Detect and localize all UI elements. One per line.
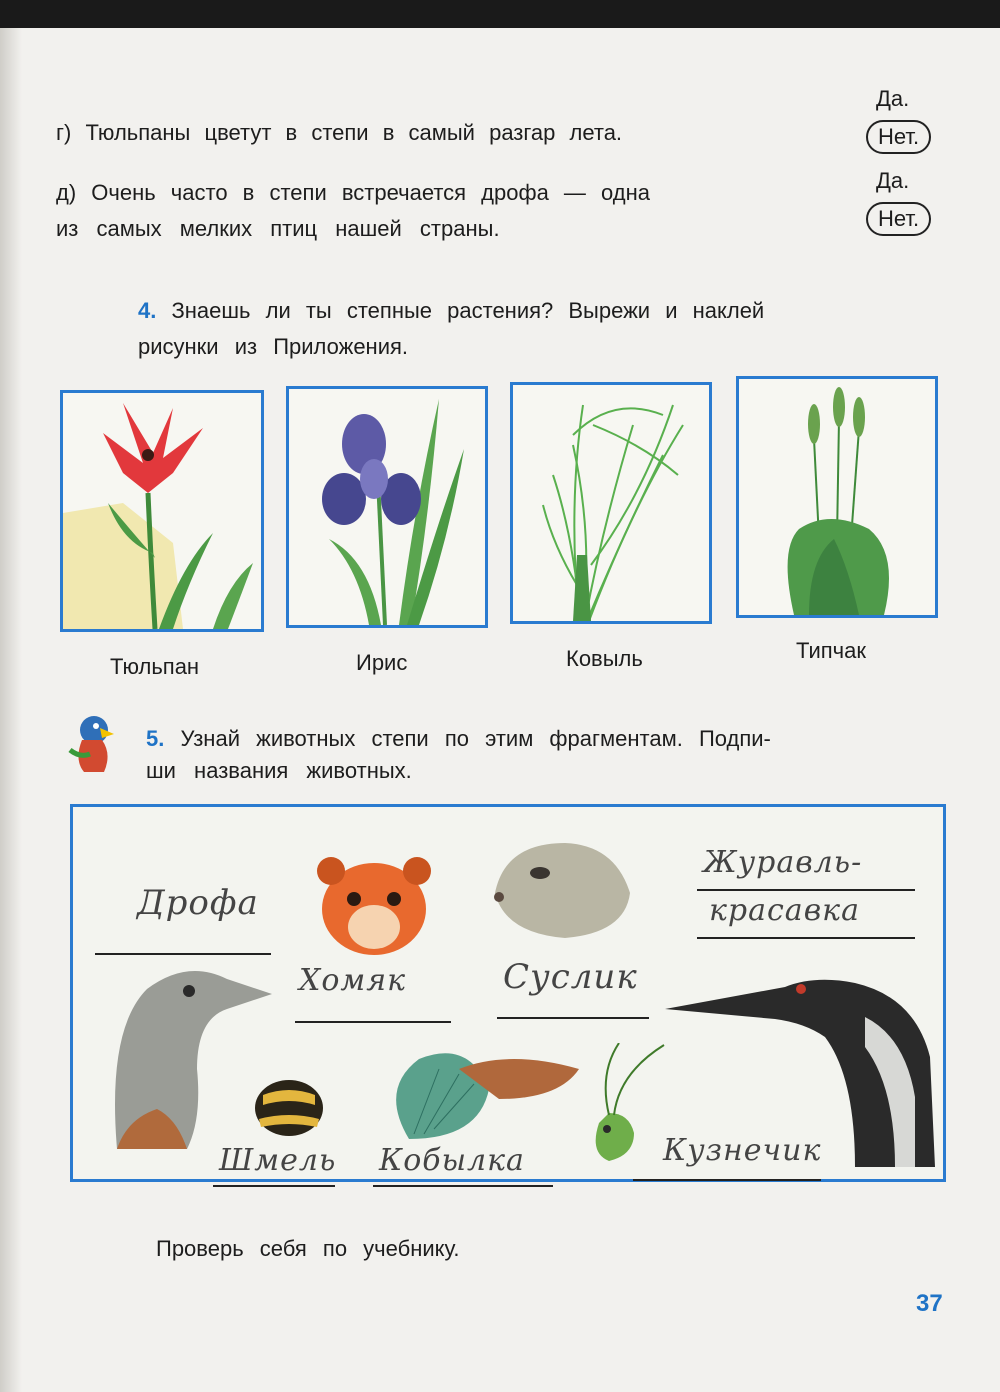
grasshopper-wing-illustration — [379, 1029, 589, 1149]
task4-line1 — [138, 298, 764, 324]
statement-d-line1: д) Очень часто в степи встречается дрофа — одна — [56, 180, 651, 205]
statement-d-yes[interactable]: Да. — [876, 168, 910, 193]
statement-g-yes[interactable]: Да. — [876, 86, 910, 111]
answer-line-shmel — [213, 1185, 335, 1187]
plant-label-iris: Ирис — [356, 650, 408, 675]
answer-line-suslik — [497, 1017, 649, 1019]
task4-line2: рисунки из Приложения. — [138, 334, 409, 359]
plant-card-tipchak — [736, 376, 938, 618]
answer-line-kobylka — [373, 1185, 553, 1187]
task4-number: 4. — [138, 298, 157, 323]
page-number: 37 — [916, 1290, 943, 1317]
answer-line-crane-1 — [697, 889, 915, 891]
feather-grass-illustration — [513, 385, 709, 621]
statement-d-line2: из самых мелких птиц нашей страны. — [56, 216, 500, 241]
plant-card-tulip — [60, 390, 264, 632]
answer-line-kuznechik — [633, 1179, 821, 1181]
task4-text: Знаешь ли ты степные растения? Вырежи и наклей — [171, 298, 765, 323]
plant-label-tulip: Тюльпан — [110, 654, 200, 679]
answer-line-drofa — [95, 953, 271, 955]
answer-crane-line2[interactable]: красавка — [709, 893, 860, 928]
plant-card-kovyl — [510, 382, 712, 624]
katydid-illustration — [579, 1043, 669, 1163]
parrot-mascot-icon — [64, 710, 124, 778]
task5-line2: ши названия животных. — [146, 758, 412, 783]
answer-shmel[interactable]: Шмель — [219, 1143, 337, 1178]
plant-card-iris — [286, 386, 488, 628]
answer-line-crane-2 — [697, 937, 915, 939]
page-spine-shadow — [0, 28, 22, 1392]
tulip-illustration — [63, 393, 261, 629]
answer-kuznechik[interactable]: Кузнечик — [663, 1133, 822, 1168]
answer-line-khomyak — [295, 1021, 451, 1023]
answer-khomyak[interactable]: Хомяк — [299, 963, 407, 998]
statement-d-no-circled[interactable]: Нет. — [866, 202, 931, 236]
animals-fragments-frame — [70, 804, 946, 1182]
task5-text: Узнай животных степи по этим фрагментам. Подпи- — [180, 726, 771, 751]
bumblebee-illustration — [249, 1075, 329, 1141]
statement-g-no-circled[interactable]: Нет. — [866, 120, 931, 154]
statement-g: г) Тюльпаны цветут в степи в самый разгар лета. — [56, 120, 623, 145]
answer-crane-line1[interactable]: Журавль- — [703, 845, 863, 880]
fescue-illustration — [739, 379, 935, 615]
answer-suslik[interactable]: Суслик — [503, 957, 638, 997]
plant-label-kovyl: Ковыль — [566, 646, 643, 671]
task5-line1 — [146, 726, 771, 752]
iris-illustration — [289, 389, 485, 625]
workbook-page — [0, 28, 1000, 1392]
hamster-illustration — [309, 849, 439, 959]
task5-number: 5. — [146, 726, 165, 751]
plant-label-tipchak: Типчак — [796, 638, 866, 663]
check-instruction: Проверь себя по учебнику. — [156, 1236, 460, 1261]
answer-kobylka[interactable]: Кобылка — [379, 1143, 525, 1178]
gopher-illustration — [485, 833, 635, 943]
answer-drofa[interactable]: Дрофа — [137, 883, 259, 923]
